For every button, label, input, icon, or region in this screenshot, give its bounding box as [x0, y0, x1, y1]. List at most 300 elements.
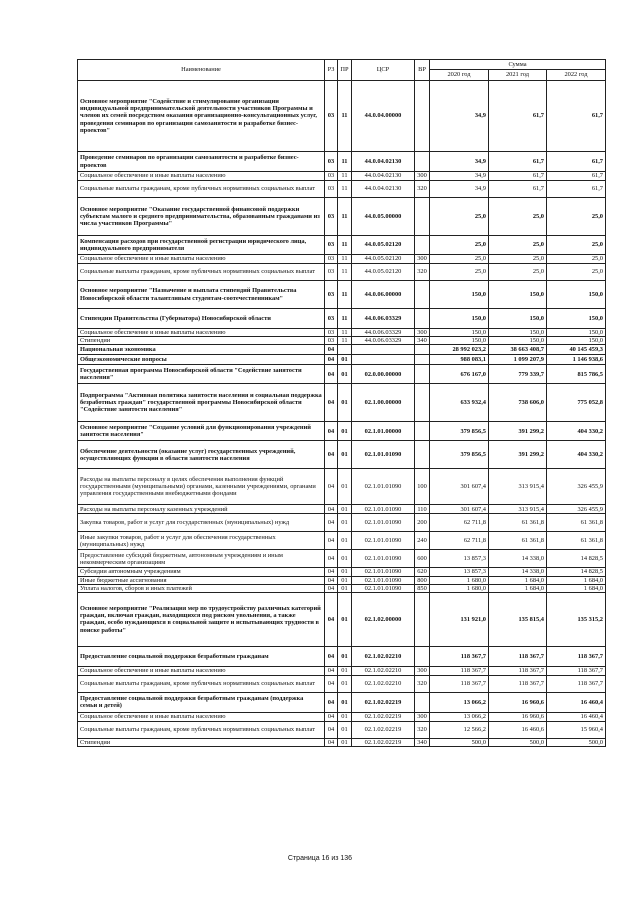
table-row: [78, 550, 606, 568]
row-value-2022: 404 330,2: [547, 441, 606, 469]
row-value-2021: 118 367,7: [489, 666, 547, 675]
row-name: Предоставление социальной поддержки безработным гражданам: [78, 646, 325, 666]
row-value-2020: 118 367,7: [430, 675, 489, 692]
row-value-2021: 61,7: [489, 172, 547, 181]
row-value-2022: 326 455,9: [547, 469, 606, 505]
row-csr: 44.0.04.02130: [352, 152, 415, 172]
table-row: [78, 584, 606, 592]
row-rz: 04: [325, 576, 338, 584]
table-row: [78, 592, 606, 646]
table-row: [78, 422, 606, 441]
row-value-2022: 404 330,2: [547, 422, 606, 441]
row-value-2020: 633 932,4: [430, 384, 489, 422]
row-name: Социальные выплаты гражданам, кроме публичных нормативных социальных выплат: [78, 721, 325, 738]
row-value-2020: 150,0: [430, 337, 489, 345]
row-pr: 11: [338, 309, 352, 329]
row-value-2021: 313 915,4: [489, 505, 547, 514]
row-pr: 01: [338, 505, 352, 514]
table-row: [78, 675, 606, 692]
row-name: Подпрограмма "Активная политика занятости населения и социальная поддержка безработных граждан" государственной программы Новосибирской области "Содействие занятости населения": [78, 384, 325, 422]
row-value-2020: 676 167,0: [430, 365, 489, 384]
row-value-2022: 61 361,8: [547, 514, 606, 532]
row-pr: 11: [338, 236, 352, 255]
row-csr: 44.0.06.00000: [352, 281, 415, 309]
row-value-2021: 313 915,4: [489, 469, 547, 505]
row-value-2021: 25,0: [489, 198, 547, 236]
row-csr: 02.1.01.01090: [352, 469, 415, 505]
row-value-2020: 28 992 023,2: [430, 345, 489, 355]
row-rz: 04: [325, 738, 338, 746]
row-value-2020: 1 680,0: [430, 584, 489, 592]
row-name: Предоставление социальной поддержки безработным гражданам (поддержка семьи и детей): [78, 692, 325, 712]
row-value-2020: 34,9: [430, 81, 489, 152]
row-rz: 04: [325, 568, 338, 576]
table-row: [78, 738, 606, 746]
table-row: [78, 384, 606, 422]
row-value-2022: 25,0: [547, 264, 606, 281]
row-csr: [352, 345, 415, 355]
row-vr: [415, 592, 430, 646]
row-rz: 04: [325, 345, 338, 355]
row-value-2020: 301 607,4: [430, 469, 489, 505]
row-value-2021: 500,0: [489, 738, 547, 746]
row-value-2020: 34,9: [430, 172, 489, 181]
table-row: [78, 198, 606, 236]
row-value-2021: 391 299,2: [489, 441, 547, 469]
row-vr: 300: [415, 712, 430, 721]
row-rz: 04: [325, 355, 338, 365]
row-pr: 01: [338, 422, 352, 441]
row-value-2021: 25,0: [489, 264, 547, 281]
row-value-2021: 25,0: [489, 236, 547, 255]
row-value-2020: 25,0: [430, 264, 489, 281]
row-rz: 04: [325, 584, 338, 592]
row-name: Социальное обеспечение и иные выплаты населению: [78, 329, 325, 337]
row-vr: 300: [415, 172, 430, 181]
row-pr: 01: [338, 365, 352, 384]
table-row: [78, 365, 606, 384]
row-value-2021: 150,0: [489, 309, 547, 329]
row-rz: 03: [325, 281, 338, 309]
row-vr: [415, 441, 430, 469]
row-csr: 44.0.06.03329: [352, 337, 415, 345]
row-value-2022: 1 684,0: [547, 576, 606, 584]
row-rz: 04: [325, 422, 338, 441]
row-value-2020: 13 857,3: [430, 568, 489, 576]
row-value-2021: 16 460,6: [489, 721, 547, 738]
row-value-2021: 14 338,0: [489, 550, 547, 568]
table-row: [78, 712, 606, 721]
table-row: [78, 666, 606, 675]
row-name: Компенсация расходов при государственной регистрации юридического лица, индивидуального предпринимателя: [78, 236, 325, 255]
row-rz: 03: [325, 198, 338, 236]
row-pr: 11: [338, 264, 352, 281]
row-value-2022: 775 052,8: [547, 384, 606, 422]
row-value-2020: 25,0: [430, 255, 489, 264]
row-csr: 02.1.01.01090: [352, 568, 415, 576]
row-name: Расходы на выплаты персоналу казенных учреждений: [78, 505, 325, 514]
row-rz: 04: [325, 675, 338, 692]
row-value-2020: 25,0: [430, 198, 489, 236]
row-csr: 02.1.01.01090: [352, 550, 415, 568]
row-value-2020: 988 083,1: [430, 355, 489, 365]
row-csr: 02.1.01.01090: [352, 514, 415, 532]
row-csr: 02.1.01.01090: [352, 441, 415, 469]
row-rz: 04: [325, 532, 338, 550]
row-vr: 300: [415, 255, 430, 264]
row-pr: 01: [338, 532, 352, 550]
row-value-2022: 150,0: [547, 281, 606, 309]
row-pr: 01: [338, 514, 352, 532]
row-pr: 11: [338, 172, 352, 181]
row-value-2022: 118 367,7: [547, 675, 606, 692]
table-row: [78, 514, 606, 532]
row-vr: [415, 355, 430, 365]
row-name: Социальные выплаты гражданам, кроме публичных нормативных социальных выплат: [78, 181, 325, 198]
row-name: Иные закупки товаров, работ и услуг для обеспечения государственных (муниципальных) нужд: [78, 532, 325, 550]
row-csr: 44.0.04.02130: [352, 181, 415, 198]
table-row: [78, 152, 606, 172]
row-value-2021: 391 299,2: [489, 422, 547, 441]
row-name: Расходы на выплаты персоналу в целях обеспечения выполнения функций государственными (муниципальными) органами, казенными учреждениями, органами управления государственными внебюджетными фондами: [78, 469, 325, 505]
table-row: [78, 576, 606, 584]
row-vr: [415, 365, 430, 384]
row-vr: 320: [415, 675, 430, 692]
row-name: Социальное обеспечение и иные выплаты населению: [78, 255, 325, 264]
row-vr: [415, 198, 430, 236]
row-csr: 02.1.02.00000: [352, 592, 415, 646]
row-value-2022: 815 786,5: [547, 365, 606, 384]
row-value-2022: 40 145 459,3: [547, 345, 606, 355]
row-rz: 04: [325, 514, 338, 532]
table-row: [78, 181, 606, 198]
table-row: [78, 692, 606, 712]
row-csr: 02.1.02.02219: [352, 721, 415, 738]
row-value-2021: 16 960,6: [489, 712, 547, 721]
table-header: [78, 60, 606, 81]
row-pr: 01: [338, 666, 352, 675]
row-vr: 800: [415, 576, 430, 584]
row-rz: 04: [325, 441, 338, 469]
table-row: [78, 721, 606, 738]
row-name: Основное мероприятие "Оказание государственной финансовой поддержки субъектам малого и среднего предпринимательства, образованным гражданами из числа участников Программы": [78, 198, 325, 236]
row-value-2020: 62 711,8: [430, 532, 489, 550]
row-rz: 03: [325, 172, 338, 181]
row-value-2022: 25,0: [547, 198, 606, 236]
row-vr: [415, 422, 430, 441]
row-rz: 03: [325, 264, 338, 281]
row-name: Национальная экономика: [78, 345, 325, 355]
row-value-2022: 14 828,5: [547, 568, 606, 576]
row-value-2022: 15 960,4: [547, 721, 606, 738]
row-name: Социальное обеспечение и иные выплаты населению: [78, 172, 325, 181]
row-csr: 44.0.06.03329: [352, 329, 415, 337]
row-value-2021: 1 684,0: [489, 584, 547, 592]
table-row: [78, 236, 606, 255]
row-pr: 01: [338, 738, 352, 746]
row-name: Государственная программа Новосибирской области "Содействие занятости населения": [78, 365, 325, 384]
row-value-2021: 14 338,0: [489, 568, 547, 576]
row-vr: 340: [415, 738, 430, 746]
row-rz: 04: [325, 469, 338, 505]
row-pr: 01: [338, 576, 352, 584]
row-value-2022: 61,7: [547, 172, 606, 181]
row-csr: 02.1.02.02219: [352, 692, 415, 712]
header-year-2020: 2020 год: [430, 70, 489, 81]
table-row: [78, 532, 606, 550]
table-row: [78, 568, 606, 576]
table-row: [78, 281, 606, 309]
row-csr: 02.0.00.00000: [352, 365, 415, 384]
row-name: Основное мероприятие "Назначение и выплата стипендий Правительства Новосибирской области талантливым студентам-соотечественникам": [78, 281, 325, 309]
row-rz: 03: [325, 152, 338, 172]
row-csr: 02.1.02.02219: [352, 712, 415, 721]
row-vr: 300: [415, 666, 430, 675]
row-value-2022: 326 455,9: [547, 505, 606, 514]
row-value-2021: 16 960,6: [489, 692, 547, 712]
row-value-2021: 25,0: [489, 255, 547, 264]
row-value-2021: 150,0: [489, 337, 547, 345]
row-vr: [415, 236, 430, 255]
row-vr: 320: [415, 264, 430, 281]
row-value-2020: 13 066,2: [430, 712, 489, 721]
row-value-2021: 1 684,0: [489, 576, 547, 584]
table-row: [78, 337, 606, 345]
row-value-2020: 13 857,3: [430, 550, 489, 568]
row-pr: 01: [338, 584, 352, 592]
row-value-2021: 1 099 207,9: [489, 355, 547, 365]
row-csr: 02.1.01.01090: [352, 584, 415, 592]
row-pr: 11: [338, 181, 352, 198]
row-pr: 01: [338, 568, 352, 576]
budget-table: [77, 59, 606, 747]
row-name: Проведение семинаров по организации самозанятости и разработке бизнес-проектов: [78, 152, 325, 172]
row-csr: 44.0.05.02120: [352, 255, 415, 264]
row-rz: 03: [325, 329, 338, 337]
row-value-2020: 150,0: [430, 309, 489, 329]
table-row: [78, 172, 606, 181]
row-csr: 44.0.05.00000: [352, 198, 415, 236]
row-csr: [352, 355, 415, 365]
row-vr: 100: [415, 469, 430, 505]
row-value-2022: 16 460,4: [547, 712, 606, 721]
row-value-2020: 118 367,7: [430, 646, 489, 666]
row-name: Основное мероприятие "Реализация мер по трудоустройству различных категорий граждан, включая граждан, находящихся под риском увольнения, а также граждан, особо нуждающихся в социальной защите и испытывающих трудности в поиске работы": [78, 592, 325, 646]
header-year-2021: 2021 год: [489, 70, 547, 81]
table-row: [78, 345, 606, 355]
row-rz: 04: [325, 384, 338, 422]
row-value-2020: 34,9: [430, 181, 489, 198]
row-csr: 44.0.05.02120: [352, 236, 415, 255]
row-value-2020: 62 711,8: [430, 514, 489, 532]
row-value-2021: 150,0: [489, 329, 547, 337]
table-row: [78, 646, 606, 666]
row-pr: 11: [338, 81, 352, 152]
header-year-2022: 2022 год: [547, 70, 606, 81]
row-value-2020: 13 066,2: [430, 692, 489, 712]
row-name: Социальные выплаты гражданам, кроме публичных нормативных социальных выплат: [78, 675, 325, 692]
row-name: Обеспечение деятельности (оказание услуг) государственных учреждений, осуществляющих функции в области занятости населения: [78, 441, 325, 469]
row-vr: 340: [415, 337, 430, 345]
row-rz: 03: [325, 181, 338, 198]
row-name: Закупка товаров, работ и услуг для государственных (муниципальных) нужд: [78, 514, 325, 532]
row-rz: 04: [325, 646, 338, 666]
row-value-2021: 61 361,8: [489, 514, 547, 532]
row-pr: 01: [338, 721, 352, 738]
row-pr: 11: [338, 337, 352, 345]
header-rz: РЗ: [325, 60, 338, 81]
row-name: Уплата налогов, сборов и иных платежей: [78, 584, 325, 592]
header-csr: ЦСР: [352, 60, 415, 81]
row-vr: [415, 692, 430, 712]
row-vr: 240: [415, 532, 430, 550]
row-csr: 02.1.02.02219: [352, 738, 415, 746]
row-value-2020: 131 921,0: [430, 592, 489, 646]
table-row: [78, 329, 606, 337]
row-name: Социальное обеспечение и иные выплаты населению: [78, 712, 325, 721]
table-row: [78, 441, 606, 469]
row-rz: 04: [325, 592, 338, 646]
table-row: [78, 469, 606, 505]
row-name: Иные бюджетные ассигнования: [78, 576, 325, 584]
row-value-2022: 16 460,4: [547, 692, 606, 712]
row-value-2021: 61,7: [489, 152, 547, 172]
row-csr: 44.0.05.02120: [352, 264, 415, 281]
row-rz: 03: [325, 81, 338, 152]
row-value-2020: 379 856,5: [430, 422, 489, 441]
row-value-2022: 61,7: [547, 152, 606, 172]
row-value-2022: 1 146 938,6: [547, 355, 606, 365]
row-pr: 11: [338, 152, 352, 172]
row-pr: 01: [338, 692, 352, 712]
header-pr: ПР: [338, 60, 352, 81]
row-value-2021: 150,0: [489, 281, 547, 309]
row-vr: 620: [415, 568, 430, 576]
header-sum: Сумма: [430, 60, 606, 70]
row-value-2020: 34,9: [430, 152, 489, 172]
row-vr: [415, 345, 430, 355]
row-rz: 03: [325, 337, 338, 345]
row-name: Общеэкономические вопросы: [78, 355, 325, 365]
row-value-2022: 61 361,8: [547, 532, 606, 550]
row-value-2022: 150,0: [547, 329, 606, 337]
row-name: Стипендии Правительства (Губернатора) Новосибирской области: [78, 309, 325, 329]
row-pr: 01: [338, 646, 352, 666]
row-name: Основное мероприятие "Создание условий для функционирования учреждений занятости населения": [78, 422, 325, 441]
table-row: [78, 255, 606, 264]
row-value-2022: 500,0: [547, 738, 606, 746]
row-vr: 300: [415, 329, 430, 337]
row-value-2021: 779 339,7: [489, 365, 547, 384]
row-value-2020: 150,0: [430, 281, 489, 309]
row-pr: 01: [338, 675, 352, 692]
table-row: [78, 505, 606, 514]
row-pr: 11: [338, 329, 352, 337]
row-csr: 02.1.01.01090: [352, 532, 415, 550]
row-value-2022: 150,0: [547, 309, 606, 329]
row-value-2022: 61,7: [547, 81, 606, 152]
row-value-2020: 379 856,5: [430, 441, 489, 469]
row-value-2020: 500,0: [430, 738, 489, 746]
row-pr: 11: [338, 281, 352, 309]
row-vr: 850: [415, 584, 430, 592]
row-csr: 02.1.00.00000: [352, 384, 415, 422]
table-row: [78, 355, 606, 365]
row-vr: [415, 309, 430, 329]
row-value-2022: 61,7: [547, 181, 606, 198]
row-vr: [415, 384, 430, 422]
row-value-2022: 14 828,5: [547, 550, 606, 568]
row-value-2022: 1 684,0: [547, 584, 606, 592]
row-name: Стипендии: [78, 337, 325, 345]
row-value-2022: 25,0: [547, 255, 606, 264]
row-vr: [415, 152, 430, 172]
row-value-2020: 118 367,7: [430, 666, 489, 675]
row-name: Стипендии: [78, 738, 325, 746]
row-rz: 04: [325, 365, 338, 384]
row-rz: 04: [325, 666, 338, 675]
row-csr: 02.1.02.02210: [352, 646, 415, 666]
row-csr: 02.1.01.01090: [352, 576, 415, 584]
row-rz: 03: [325, 255, 338, 264]
row-value-2021: 38 663 408,7: [489, 345, 547, 355]
row-vr: [415, 281, 430, 309]
row-value-2022: 118 367,7: [547, 666, 606, 675]
row-value-2020: 1 680,0: [430, 576, 489, 584]
row-vr: 600: [415, 550, 430, 568]
row-csr: 02.1.01.01090: [352, 505, 415, 514]
row-csr: 44.0.06.03329: [352, 309, 415, 329]
row-csr: 02.1.02.02210: [352, 666, 415, 675]
row-vr: [415, 646, 430, 666]
row-value-2022: 118 367,7: [547, 646, 606, 666]
row-vr: 320: [415, 721, 430, 738]
row-value-2022: 25,0: [547, 236, 606, 255]
row-value-2021: 135 815,4: [489, 592, 547, 646]
row-vr: 110: [415, 505, 430, 514]
row-name: Социальные выплаты гражданам, кроме публичных нормативных социальных выплат: [78, 264, 325, 281]
table-row: [78, 81, 606, 152]
row-rz: 04: [325, 721, 338, 738]
row-pr: 01: [338, 355, 352, 365]
row-value-2021: 118 367,7: [489, 675, 547, 692]
table-row: [78, 309, 606, 329]
row-pr: 01: [338, 592, 352, 646]
table-row: [78, 264, 606, 281]
row-value-2021: 61,7: [489, 81, 547, 152]
header-vr: ВР: [415, 60, 430, 81]
row-pr: 11: [338, 255, 352, 264]
row-name: Субсидии автономным учреждениям: [78, 568, 325, 576]
row-rz: 04: [325, 550, 338, 568]
row-pr: 01: [338, 712, 352, 721]
row-csr: 02.1.01.00000: [352, 422, 415, 441]
row-value-2021: 118 367,7: [489, 646, 547, 666]
row-rz: 04: [325, 692, 338, 712]
row-value-2020: 12 566,2: [430, 721, 489, 738]
row-value-2021: 61,7: [489, 181, 547, 198]
row-value-2020: 150,0: [430, 329, 489, 337]
row-pr: 01: [338, 469, 352, 505]
row-name: Предоставление субсидий бюджетным, автономным учреждениям и иным некоммерческим организациям: [78, 550, 325, 568]
row-vr: [415, 81, 430, 152]
row-pr: 01: [338, 384, 352, 422]
row-pr: 01: [338, 550, 352, 568]
row-rz: 03: [325, 309, 338, 329]
row-value-2020: 301 607,4: [430, 505, 489, 514]
row-value-2021: 61 361,8: [489, 532, 547, 550]
row-name: Социальное обеспечение и иные выплаты населению: [78, 666, 325, 675]
